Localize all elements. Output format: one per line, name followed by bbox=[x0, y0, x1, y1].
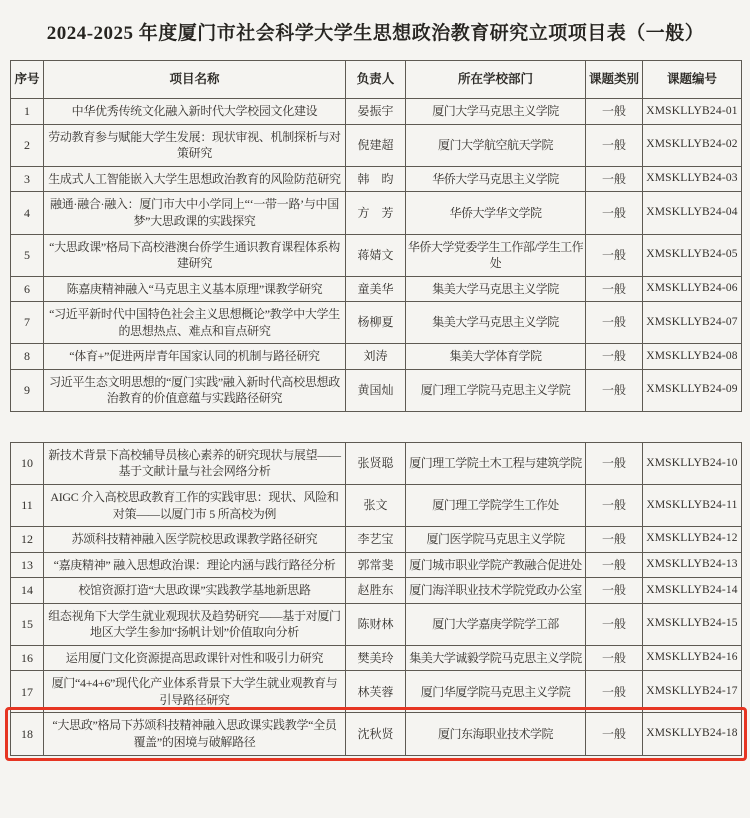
row-serial-number: 4 bbox=[11, 192, 44, 234]
row-project-name: 习近平生态文明思想的“厦门实践”融入新时代高校思想政治教育的价值意蕴与实践路径研究 bbox=[44, 369, 346, 411]
table-row bbox=[11, 369, 742, 411]
row-project-name: 新技术背景下高校辅导员核心素养的研究现状与展望——基于文献计量与社会网络分析 bbox=[44, 442, 346, 484]
row-leader-name: 李艺宝 bbox=[346, 527, 406, 553]
row-department: 厦门理工学院马克思主义学院 bbox=[406, 369, 586, 411]
header-project-name: 项目名称 bbox=[44, 61, 346, 99]
row-leader-name: 张文 bbox=[346, 485, 406, 527]
row-category: 一般 bbox=[586, 527, 643, 553]
row-serial-number: 9 bbox=[11, 369, 44, 411]
row-leader-name: 韩 昀 bbox=[346, 166, 406, 192]
row-leader-name: 陈财林 bbox=[346, 603, 406, 645]
row-leader-name: 杨柳夏 bbox=[346, 302, 406, 344]
table-row bbox=[11, 645, 742, 671]
table-row bbox=[11, 442, 742, 484]
row-category: 一般 bbox=[586, 713, 643, 755]
row-department: 厦门理工学院学生工作处 bbox=[406, 485, 586, 527]
row-project-code: XMSKLLYB24-14 bbox=[643, 578, 742, 604]
row-leader-name: 晏振宇 bbox=[346, 99, 406, 125]
row-serial-number: 3 bbox=[11, 166, 44, 192]
row-project-name: “大思政课”格局下高校港澳台侨学生通识教育课程体系构建研究 bbox=[44, 234, 346, 276]
row-leader-name: 蒋婧文 bbox=[346, 234, 406, 276]
row-category: 一般 bbox=[586, 344, 643, 370]
row-project-name: “嘉庚精神” 融入思想政治课：理论内涵与践行路径分析 bbox=[44, 552, 346, 578]
row-category: 一般 bbox=[586, 166, 643, 192]
row-category: 一般 bbox=[586, 276, 643, 302]
row-category: 一般 bbox=[586, 99, 643, 125]
row-project-name: 融通·融合·融入：厦门市大中小学同上“‘一带一路’与中国梦”大思政课的实践探究 bbox=[44, 192, 346, 234]
row-leader-name: 童美华 bbox=[346, 276, 406, 302]
row-department: 华侨大学党委学生工作部/学生工作处 bbox=[406, 234, 586, 276]
row-category: 一般 bbox=[586, 302, 643, 344]
row-serial-number: 5 bbox=[11, 234, 44, 276]
row-project-name: 厦门“4+4+6”现代化产业体系背景下大学生就业观教育与引导路径研究 bbox=[44, 671, 346, 713]
row-category: 一般 bbox=[586, 485, 643, 527]
row-department: 厦门大学马克思主义学院 bbox=[406, 99, 586, 125]
row-department: 厦门大学嘉庚学院学工部 bbox=[406, 603, 586, 645]
header-code: 课题编号 bbox=[643, 61, 742, 99]
row-leader-name: 沈秋贤 bbox=[346, 713, 406, 755]
row-project-code: XMSKLLYB24-15 bbox=[643, 603, 742, 645]
row-department: 集美大学马克思主义学院 bbox=[406, 276, 586, 302]
table-row bbox=[11, 527, 742, 553]
row-project-code: XMSKLLYB24-07 bbox=[643, 302, 742, 344]
row-department: 厦门海洋职业技术学院党政办公室 bbox=[406, 578, 586, 604]
row-project-code: XMSKLLYB24-16 bbox=[643, 645, 742, 671]
table-row bbox=[11, 234, 742, 276]
header-leader: 负责人 bbox=[346, 61, 406, 99]
row-project-name: 陈嘉庚精神融入“马克思主义基本原理”课教学研究 bbox=[44, 276, 346, 302]
row-project-code: XMSKLLYB24-13 bbox=[643, 552, 742, 578]
table-row bbox=[11, 603, 742, 645]
row-serial-number: 16 bbox=[11, 645, 44, 671]
row-serial-number: 13 bbox=[11, 552, 44, 578]
row-project-name: “习近平新时代中国特色社会主义思想概论”教学中大学生的思想热点、难点和盲点研究 bbox=[44, 302, 346, 344]
row-department: 华侨大学华文学院 bbox=[406, 192, 586, 234]
row-department: 厦门理工学院土木工程与建筑学院 bbox=[406, 442, 586, 484]
row-leader-name: 倪建超 bbox=[346, 124, 406, 166]
row-department: 厦门东海职业技术学院 bbox=[406, 713, 586, 755]
row-project-code: XMSKLLYB24-18 bbox=[643, 713, 742, 755]
row-project-name: 校馆资源打造“大思政课”实践教学基地新思路 bbox=[44, 578, 346, 604]
row-project-code: XMSKLLYB24-10 bbox=[643, 442, 742, 484]
row-project-name: 苏颂科技精神融入医学院校思政课教学路径研究 bbox=[44, 527, 346, 553]
row-category: 一般 bbox=[586, 671, 643, 713]
row-category: 一般 bbox=[586, 645, 643, 671]
row-serial-number: 10 bbox=[11, 442, 44, 484]
row-category: 一般 bbox=[586, 552, 643, 578]
row-serial-number: 14 bbox=[11, 578, 44, 604]
row-leader-name: 林芙蓉 bbox=[346, 671, 406, 713]
row-department: 集美大学体育学院 bbox=[406, 344, 586, 370]
row-project-code: XMSKLLYB24-11 bbox=[643, 485, 742, 527]
row-leader-name: 郭常斐 bbox=[346, 552, 406, 578]
row-project-code: XMSKLLYB24-06 bbox=[643, 276, 742, 302]
row-leader-name: 方 芳 bbox=[346, 192, 406, 234]
row-leader-name: 刘涛 bbox=[346, 344, 406, 370]
row-serial-number: 8 bbox=[11, 344, 44, 370]
row-department: 集美大学马克思主义学院 bbox=[406, 302, 586, 344]
row-department: 华侨大学马克思主义学院 bbox=[406, 166, 586, 192]
table-row bbox=[11, 124, 742, 166]
row-serial-number: 1 bbox=[11, 99, 44, 125]
row-serial-number: 12 bbox=[11, 527, 44, 553]
row-department: 厦门城市职业学院产教融合促进处 bbox=[406, 552, 586, 578]
page-title: 2024-2025 年度厦门市社会科学大学生思想政治教育研究立项项目表（一般） bbox=[46, 23, 705, 44]
table-body-section-2 bbox=[11, 442, 742, 755]
row-category: 一般 bbox=[586, 124, 643, 166]
row-category: 一般 bbox=[586, 578, 643, 604]
row-serial-number: 6 bbox=[11, 276, 44, 302]
row-project-code: XMSKLLYB24-02 bbox=[643, 124, 742, 166]
projects-table-section-1 bbox=[10, 60, 742, 412]
section-gap bbox=[10, 412, 741, 442]
row-category: 一般 bbox=[586, 234, 643, 276]
row-category: 一般 bbox=[586, 192, 643, 234]
table-header-row bbox=[11, 61, 742, 99]
table-row bbox=[11, 192, 742, 234]
row-project-code: XMSKLLYB24-17 bbox=[643, 671, 742, 713]
row-project-code: XMSKLLYB24-03 bbox=[643, 166, 742, 192]
row-serial-number: 17 bbox=[11, 671, 44, 713]
table-row bbox=[11, 671, 742, 713]
row-leader-name: 赵胜东 bbox=[346, 578, 406, 604]
row-serial-number: 7 bbox=[11, 302, 44, 344]
row-project-name: 生成式人工智能嵌入大学生思想政治教育的风险防范研究 bbox=[44, 166, 346, 192]
row-serial-number: 2 bbox=[11, 124, 44, 166]
row-project-code: XMSKLLYB24-12 bbox=[643, 527, 742, 553]
row-serial-number: 11 bbox=[11, 485, 44, 527]
row-project-code: XMSKLLYB24-08 bbox=[643, 344, 742, 370]
table-row bbox=[11, 344, 742, 370]
row-category: 一般 bbox=[586, 442, 643, 484]
row-serial-number: 15 bbox=[11, 603, 44, 645]
table-row bbox=[11, 485, 742, 527]
table-body-section-1 bbox=[11, 99, 742, 412]
row-department: 集美大学诚毅学院马克思主义学院 bbox=[406, 645, 586, 671]
header-serial-number: 序号 bbox=[11, 61, 44, 99]
table-row bbox=[11, 99, 742, 125]
row-leader-name: 黄国灿 bbox=[346, 369, 406, 411]
row-project-name: AIGC 介入高校思政教育工作的实践审思：现状、风险和对策——以厦门市 5 所高校为例 bbox=[44, 485, 346, 527]
projects-table-section-2 bbox=[10, 442, 742, 756]
row-project-code: XMSKLLYB24-09 bbox=[643, 369, 742, 411]
row-category: 一般 bbox=[586, 603, 643, 645]
header-category: 课题类别 bbox=[586, 61, 643, 99]
row-department: 厦门医学院马克思主义学院 bbox=[406, 527, 586, 553]
table-row bbox=[11, 166, 742, 192]
table-row bbox=[11, 713, 742, 755]
projects-table-section-2-wrapper bbox=[10, 442, 741, 756]
table-row bbox=[11, 578, 742, 604]
row-project-code: XMSKLLYB24-04 bbox=[643, 192, 742, 234]
table-row bbox=[11, 302, 742, 344]
row-serial-number: 18 bbox=[11, 713, 44, 755]
row-department: 厦门大学航空航天学院 bbox=[406, 124, 586, 166]
row-project-name: 运用厦门文化资源提高思政课针对性和吸引力研究 bbox=[44, 645, 346, 671]
row-project-code: XMSKLLYB24-05 bbox=[643, 234, 742, 276]
row-project-name: “大思政”格局下苏颂科技精神融入思政课实践教学“全员覆盖”的困境与破解路径 bbox=[44, 713, 346, 755]
row-project-name: 中华优秀传统文化融入新时代大学校园文化建设 bbox=[44, 99, 346, 125]
row-leader-name: 张贤聪 bbox=[346, 442, 406, 484]
row-project-name: “体育+”促进两岸青年国家认同的机制与路径研究 bbox=[44, 344, 346, 370]
header-department: 所在学校部门 bbox=[406, 61, 586, 99]
row-department: 厦门华厦学院马克思主义学院 bbox=[406, 671, 586, 713]
row-project-code: XMSKLLYB24-01 bbox=[643, 99, 742, 125]
row-project-name: 组态视角下大学生就业观现状及趋势研究——基于对厦门地区大学生参加“扬帆计划”价值取向分析 bbox=[44, 603, 346, 645]
row-category: 一般 bbox=[586, 369, 643, 411]
table-row bbox=[11, 276, 742, 302]
table-row bbox=[11, 552, 742, 578]
row-project-name: 劳动教育参与赋能大学生发展：现状审视、机制探析与对策研究 bbox=[44, 124, 346, 166]
row-leader-name: 樊美玲 bbox=[346, 645, 406, 671]
